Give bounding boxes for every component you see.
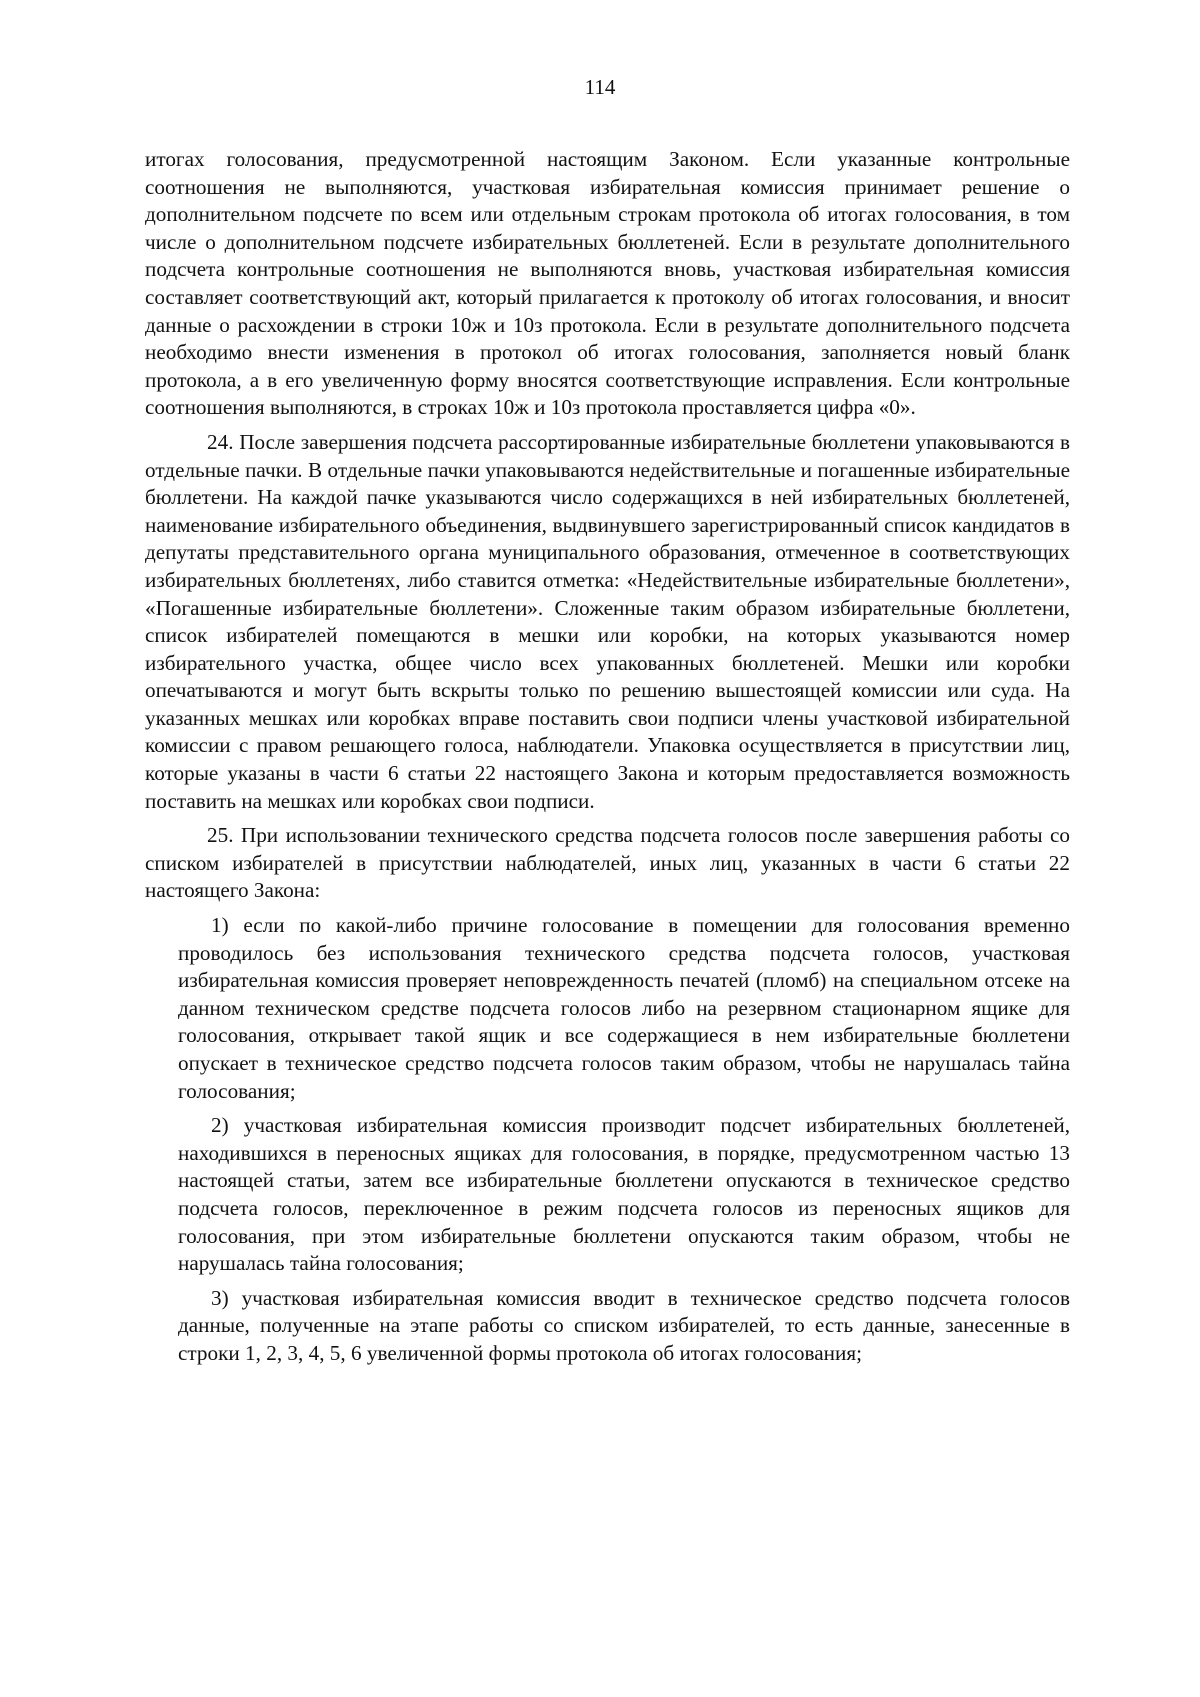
paragraph-25: 25. При использовании технического средства подсчета голосов после завершения работы со списком избирателей в присутствии наблюдателей, иных лиц, указанных в части 6 статьи 22 настоящего Закона: [145, 823, 1070, 903]
paragraph-25-item-1: 1) если по какой-либо причине голосование в помещении для голосования временно проводилось без использования технического средства подсчета голосов, участковая избирательная комиссия проверяет неповрежденность печатей (пломб) на специальном отсеке на данном техническом средстве подсчета голосов либо на резервном стационарном ящике для голосования, открывает такой ящик и все содержащиеся в нем избирательные бюллетени опускает в техническое средство подсчета голосов таким образом, чтобы не нарушалась тайна голосования; [178, 913, 1070, 1103]
paragraph-25-item-3: 3) участковая избирательная комиссия вводит в техническое средство подсчета голосов данные, полученные на этапе работы со списком избирателей, то есть данные, занесенные в строки 1, 2, 3, 4, 5, 6 увеличенной формы протокола об итогах голосования; [178, 1285, 1070, 1365]
document-body [145, 146, 1070, 1375]
paragraph-24: 24. После завершения подсчета рассортированные избирательные бюллетени упаковываются в отдельные пачки. В отдельные пачки упаковываются недействительные и погашенные избирательные бюллетени. На каждой пачке указываются число содержащихся в ней избирательных бюллетеней, наименование избирательного объединения, выдвинувшего зарегистрированный список кандидатов в депутаты представительного органа муниципального образования, отмеченное в соответствующих избирательных бюллетенях, либо ставится отметка: «Недействительные избирательные бюллетени», «Погашенные избирательные бюллетени». Сложенные таким образом избирательные бюллетени, список избирателей помещаются в мешки или коробки, на которых указываются номер избирательного участка, общее число всех упакованных бюллетеней. Мешки или коробки опечатываются и могут быть вскрыты только по решению вышестоящей комиссии или суда. На указанных мешках или коробках вправе поставить свои подписи члены участковой избирательной комиссии с правом решающего голоса, наблюдатели. Упаковка осуществляется в присутствии лиц, которые указаны в части 6 статьи 22 настоящего Закона и которым предоставляется возможность поставить на мешках или коробках свои подписи. [145, 429, 1070, 813]
paragraph-25-item-2: 2) участковая избирательная комиссия производит подсчет избирательных бюллетеней, находившихся в переносных ящиках для голосования, в порядке, предусмотренном частью 13 настоящей статьи, затем все избирательные бюллетени опускаются в техническое средство подсчета голосов, переключенное в режим подсчета голосов из переносных ящиков для голосования, при этом избирательные бюллетени опускаются таким образом, чтобы не нарушалась тайна голосования; [178, 1113, 1070, 1276]
page-number: 114 [584, 75, 616, 99]
paragraph-continuation: итогах голосования, предусмотренной настоящим Законом. Если указанные контрольные соотношения не выполняются, участковая избирательная комиссия принимает решение о дополнительном подсчете по всем или отдельным строкам протокола об итогах голосования, в том числе о дополнительном подсчете избирательных бюллетеней. Если в результате дополнительного подсчета контрольные соотношения не выполняются вновь, участковая избирательная комиссия составляет соответствующий акт, который прилагается к протоколу об итогах голосования, и вносит данные о расхождении в строки 10ж и 10з протокола. Если в результате дополнительного подсчета необходимо внести изменения в протокол об итогах голосования, заполняется новый бланк протокола, а в его увеличенную форму вносятся соответствующие исправления. Если контрольные соотношения выполняются, в строках 10ж и 10з протокола проставляется цифра «0». [145, 147, 1070, 420]
